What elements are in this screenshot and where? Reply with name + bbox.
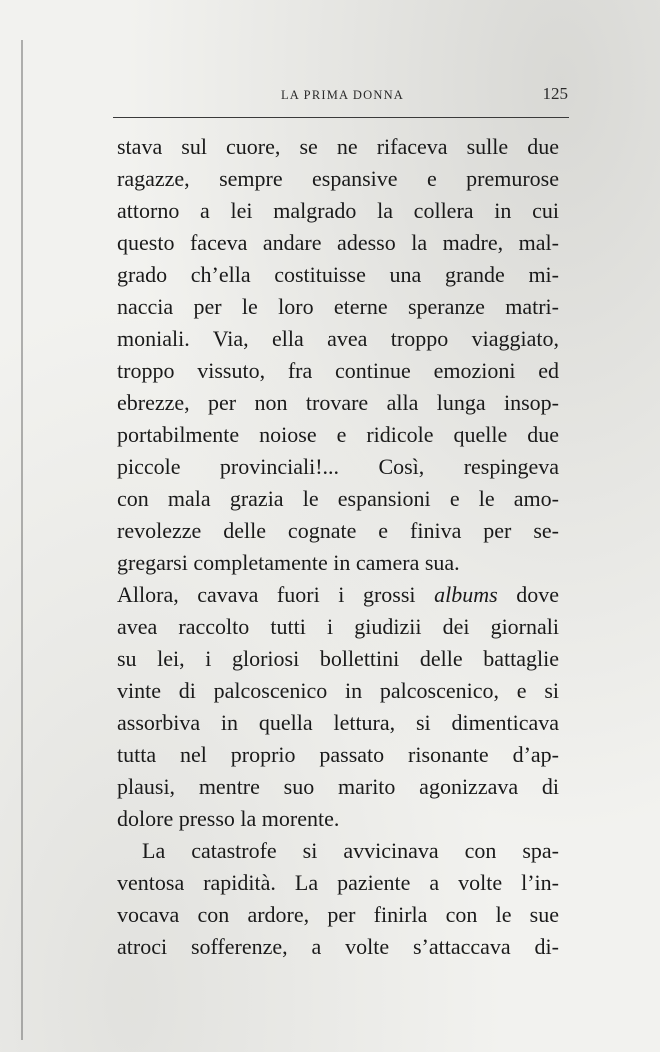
text-line: questo faceva andare adesso la madre, mal- [117, 230, 559, 255]
page-number: 125 [542, 84, 568, 103]
text-line: gregarsi completamente in camera sua. [117, 550, 460, 575]
text-line: stava sul cuore, se ne rifaceva sulle due [117, 134, 559, 159]
text-line: attorno a lei malgrado la collera in cui [117, 198, 559, 223]
text-line-with-italic [117, 579, 559, 611]
text-line: ventosa rapidità. La paziente a volte l’in- [117, 870, 559, 895]
text-line: La catastrofe si avvicinava con spa- [142, 838, 559, 863]
page-header [115, 84, 570, 110]
text-line: atroci sofferenze, a volte s’attaccava di- [117, 934, 559, 959]
text-line: dolore presso la morente. [117, 806, 340, 831]
text-line: avea raccolto tutti i giudizii dei giornali [117, 614, 559, 639]
body-text [117, 131, 559, 963]
text-segment: Allora, cavava fuori i grossi [117, 582, 416, 607]
text-line: ragazze, sempre espansive e premurose [117, 166, 559, 191]
header-rule [113, 117, 569, 118]
text-line: moniali. Via, ella avea troppo viaggiato, [117, 326, 559, 351]
text-line: plausi, mentre suo marito agonizzava di [117, 774, 559, 799]
text-line: naccia per le loro eterne speranze matri- [117, 294, 559, 319]
binding-shadow [21, 40, 23, 1040]
text-line: ebrezze, per non trovare alla lunga insop- [117, 390, 559, 415]
text-line: su lei, i gloriosi bollettini delle battaglie [117, 646, 559, 671]
running-title: LA PRIMA DONNA [280, 88, 405, 102]
text-line: grado ch’ella costituisse una grande mi- [117, 262, 559, 287]
text-line: troppo vissuto, fra continue emozioni ed [117, 358, 559, 383]
text-segment: dove [516, 582, 559, 607]
text-line: assorbiva in quella lettura, si dimenticava [117, 710, 559, 735]
text-line: piccole provinciali!... Così, respingeva [117, 454, 559, 479]
text-line: tutta nel proprio passato risonante d’ap- [117, 742, 559, 767]
italic-term: albums [434, 582, 498, 607]
text-line: portabilmente noiose e ridicole quelle due [117, 422, 559, 447]
text-line: con mala grazia le espansioni e le amo- [117, 486, 559, 511]
text-line: revolezze delle cognate e finiva per se- [117, 518, 559, 543]
text-line: vinte di palcoscenico in palcoscenico, e si [117, 678, 559, 703]
text-line: vocava con ardore, per finirla con le sue [117, 902, 559, 927]
